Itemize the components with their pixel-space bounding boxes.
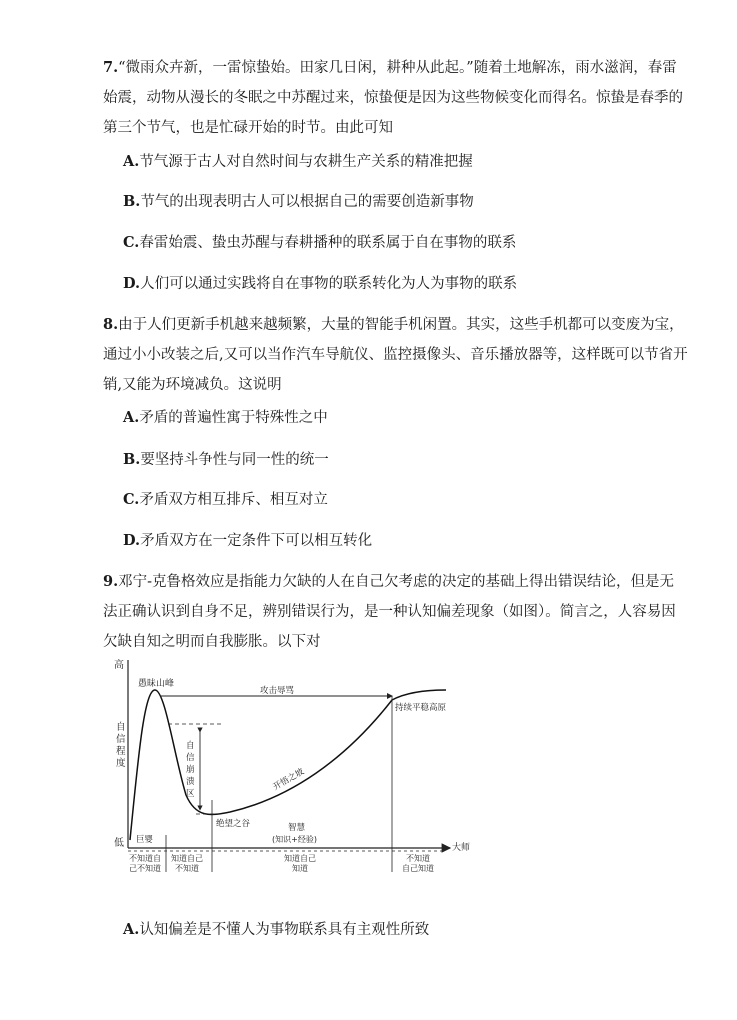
stage-2-line-2: 不知道	[175, 864, 199, 873]
stage-1-line-1: 不知道自	[129, 854, 161, 863]
collapse-label-5: 区	[186, 789, 195, 799]
question-7-option-a[interactable]	[123, 152, 473, 172]
stage-3-line-1: 知道自己	[284, 854, 316, 863]
option-text: 节气源于古人对自然时间与农耕生产关系的精准把握	[139, 154, 473, 170]
question-9-option-a[interactable]	[123, 920, 429, 940]
option-letter: D.	[123, 275, 141, 292]
question-7-option-d[interactable]	[123, 274, 517, 294]
collapse-label-3: 崩	[186, 765, 195, 775]
option-letter: B.	[123, 451, 141, 468]
question-8-option-b[interactable]	[123, 450, 329, 470]
y-axis-label-1: 自	[116, 722, 126, 733]
option-text: 矛盾的普遍性寓于特殊性之中	[139, 410, 328, 426]
collapse-label-1: 自	[186, 741, 195, 751]
option-letter: C.	[123, 234, 140, 251]
question-7-number: 7.	[103, 59, 119, 76]
option-letter: A.	[123, 409, 140, 426]
stage-3-line-2: 知道	[292, 864, 308, 873]
question-8-stem	[103, 310, 688, 400]
peak-label: 愚昧山峰	[138, 679, 175, 689]
question-8-option-a[interactable]	[123, 408, 328, 428]
question-7-text: “微雨众卉新，一雷惊蛰始。田家几日闲，耕种从此起。”随着土地解冻，雨水滋润，春雷始震，动物从漫长的冬眠之中苏醒过来，惊蛰便是因为这些物候变化而得名。惊蛰是春季的第三个节气，也是忙碌开始的时节。由此可知	[103, 60, 683, 136]
question-7-stem	[103, 53, 688, 143]
stage-2-line-1: 知道自己	[171, 854, 203, 863]
question-9-text: 邓宁-克鲁格效应是指能力欠缺的人在自己欠考虑的决定的基础上得出错误结论，但是无法正确认识到自身不足，辨别错误行为，是一种认知偏差现象（如图）。简言之，人容易因欠缺自知之明而自我膨胀。以下对	[103, 574, 676, 650]
y-high-label: 高	[114, 660, 124, 671]
y-axis-label-2: 信	[116, 734, 126, 745]
question-8-option-d[interactable]	[123, 531, 372, 551]
option-text: 人们可以通过实践将自在事物的联系转化为人为事物的联系	[140, 276, 518, 292]
wisdom-sub-label: (知识+经验)	[272, 835, 317, 844]
stage-4-line-2: 自己知道	[402, 864, 434, 873]
question-8-option-c[interactable]	[123, 490, 328, 510]
climb-label: 开悟之坡	[271, 766, 306, 793]
option-letter: C.	[123, 491, 140, 508]
option-text: 矛盾双方相互排斥、相互对立	[139, 492, 328, 508]
question-9-number: 9.	[103, 573, 119, 590]
option-letter: A.	[123, 921, 140, 938]
question-7-option-c[interactable]	[123, 233, 516, 253]
stage-4-line-1: 不知道	[406, 854, 430, 863]
option-letter: A.	[123, 153, 140, 170]
question-9-stem	[103, 567, 688, 657]
option-text: 认知偏差是不懂人为事物联系具有主观性所致	[139, 922, 430, 938]
y-axis-label-3: 程	[116, 746, 126, 757]
y-axis-label-4: 度	[116, 758, 126, 769]
option-text: 矛盾双方在一定条件下可以相互转化	[140, 533, 373, 549]
wisdom-label: 智慧	[288, 823, 306, 833]
collapse-label-4: 溃	[186, 777, 195, 787]
y-low-label: 低	[114, 838, 124, 849]
question-8-text: 由于人们更新手机越来越频繁，大量的智能手机闲置。其实，这些手机都可以变废为宝，通过小小改装之后,又可以当作汽车导航仪、监控摄像头、音乐播放器等，这样既可以节省开销,又能为环境减负。这说明	[103, 317, 688, 393]
dunning-kruger-figure	[100, 650, 490, 880]
option-text: 要坚持斗争性与同一性的统一	[140, 452, 329, 468]
option-letter: D.	[123, 532, 141, 549]
arrow-label: 攻击辱骂	[260, 686, 295, 696]
plateau-label: 持续平稳高原	[395, 703, 447, 713]
giant-label: 巨婴	[136, 835, 154, 845]
question-8-number: 8.	[103, 316, 119, 333]
option-text: 春雷始震、蛰虫苏醒与春耕播种的联系属于自在事物的联系	[139, 235, 517, 251]
question-7-option-b[interactable]	[123, 192, 474, 212]
option-letter: B.	[123, 193, 141, 210]
collapse-label-2: 信	[186, 753, 195, 763]
valley-label: 绝望之谷	[216, 819, 251, 829]
x-axis-end-label: 大师	[452, 843, 471, 853]
stage-1-line-2: 己不知道	[129, 864, 161, 873]
option-text: 节气的出现表明古人可以根据自己的需要创造新事物	[140, 194, 474, 210]
